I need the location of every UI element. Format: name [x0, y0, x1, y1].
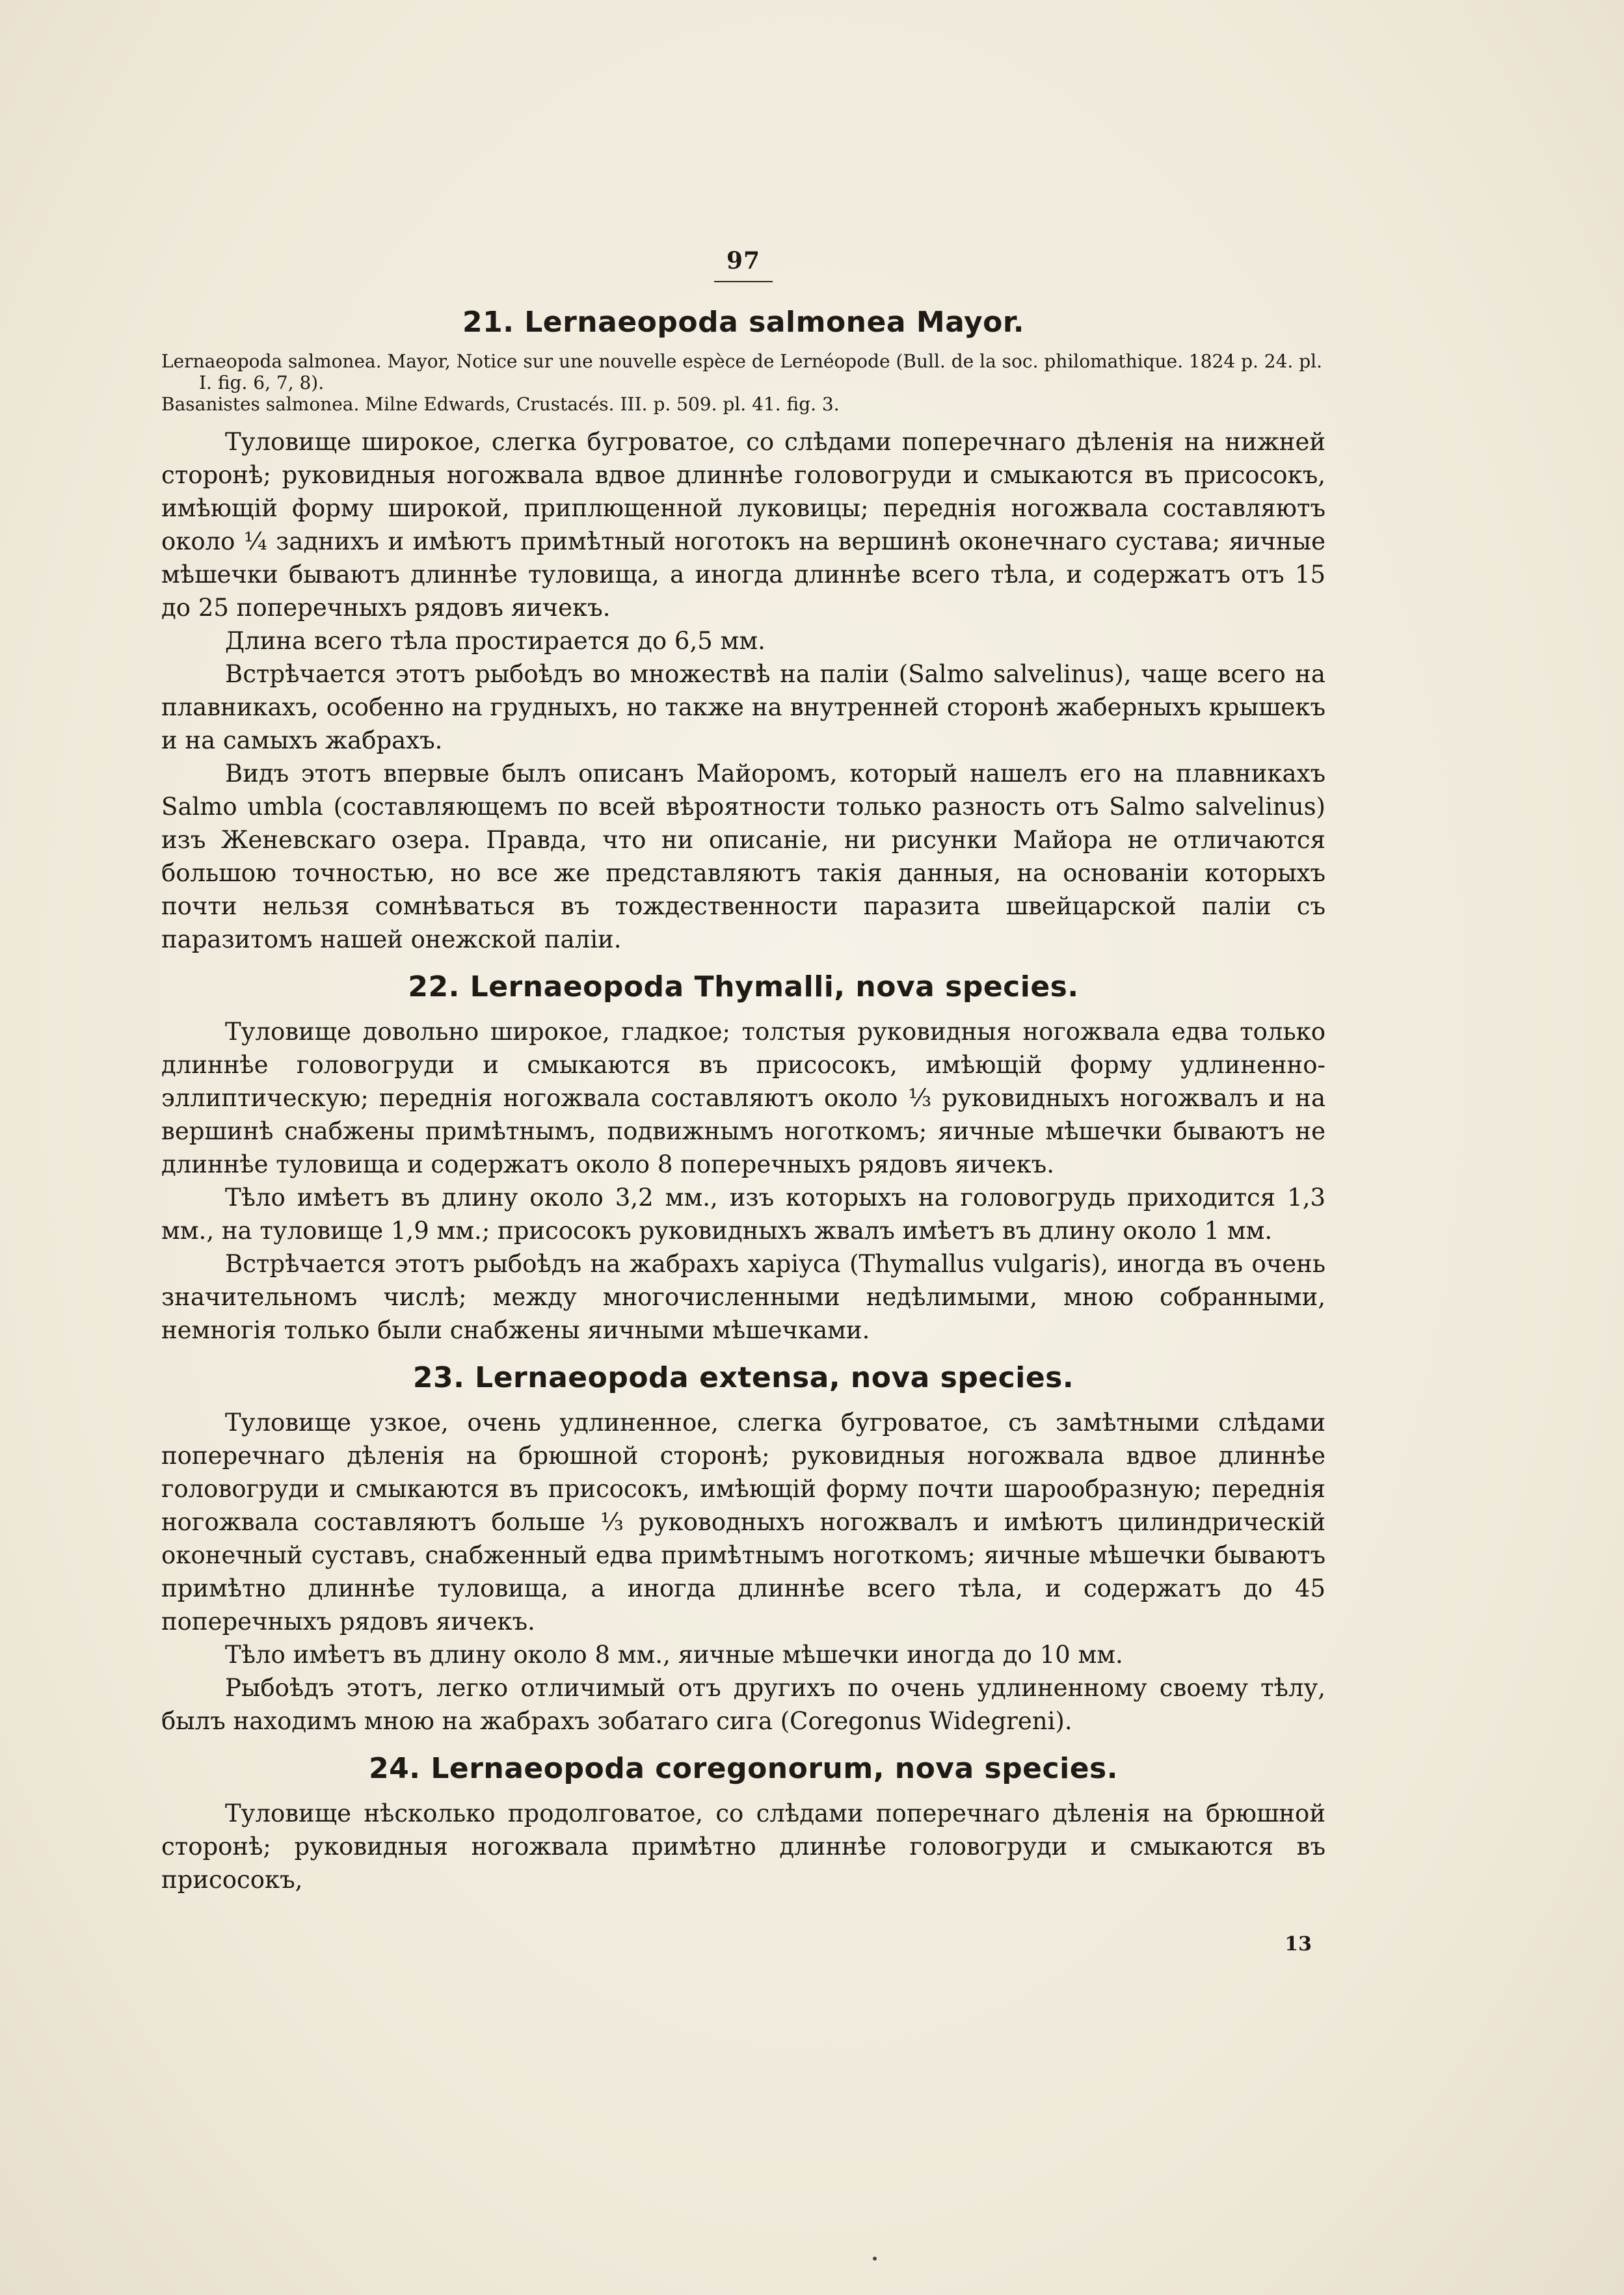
paragraph: Тѣло имѣетъ въ длину около 8 мм., яичные мѣшечки иногда до 10 мм. [225, 1641, 1123, 1669]
paragraph: Тѣло имѣетъ въ длину около 3,2 мм., изъ которыхъ на головогрудь приходится 1,3 мм., на туловище 1,9 мм.; присосокъ руковидныхъ жвалъ имѣетъ въ длину около 1 мм. [161, 1184, 1325, 1245]
section-24 [161, 1752, 1325, 1896]
section-22 [161, 970, 1325, 1347]
paragraph: Туловище довольно широкое, гладкое; толстыя руковидныя ногожвала едва только длиннѣе головогруди и смыкаются въ присосокъ, имѣющій форму удлиненно-эллиптическую; переднія ногожвала составляютъ около ⅓ руковидныхъ ногожвалъ и на вершинѣ снабжены примѣтнымъ, подвижнымъ ноготкомъ; яичные мѣшечки бываютъ не длиннѣе туловища и содержатъ около 8 поперечныхъ рядовъ яичекъ. [161, 1018, 1325, 1178]
section-21 [161, 306, 1325, 956]
section-heading: 22. Lernaeopoda Thymalli, nova species. [408, 970, 1079, 1003]
paragraph: Видъ этотъ впервые былъ описанъ Майоромъ, который нашелъ его на плавникахъ Salmo umbla (составляющемъ по всей вѣроятности только разность отъ Salmo salvelinus) изъ Женевскаго озера. Правда, что ни описаніе, ни рисунки Майора не отличаются большою точностью, но все же представляютъ такія данныя, на основаніи которыхъ почти нельзя сомнѣваться въ тождественности паразита швейцарской паліи съ паразитомъ нашей онежской паліи. [161, 760, 1325, 953]
page-number: 97 [726, 247, 761, 274]
signature-mark: 13 [1285, 1933, 1312, 1956]
paragraph: Длина всего тѣла простирается до 6,5 мм. [225, 627, 765, 655]
paper-speck [873, 2257, 877, 2261]
section-heading: 23. Lernaeopoda extensa, nova species. [412, 1361, 1074, 1394]
paragraph: Туловище узкое, очень удлиненное, слегка бугроватое, съ замѣтными слѣдами поперечнаго дѣленія на брюшной сторонѣ; руковидныя ногожвала вдвое длиннѣе головогруди и смыкаются въ присосокъ, имѣющій форму почти шарообразную; переднія ногожвала составляютъ больше ⅓ руководныхъ ногожвалъ и имѣютъ цилиндрическій оконечный суставъ, снабженный едва примѣтнымъ ноготкомъ; яичные мѣшечки бываютъ примѣтно длиннѣе туловища, а иногда длиннѣе всего тѣла, и содержатъ до 45 поперечныхъ рядовъ яичекъ. [161, 1409, 1325, 1636]
page-content [161, 247, 1325, 1911]
paragraph: Встрѣчается этотъ рыбоѣдъ на жабрахъ харіуса (Thymallus vulgaris), иногда въ очень значительномъ числѣ; между многочисленными недѣлимыми, мною собранными, немногія только были снабжены яичными мѣшечками. [161, 1250, 1325, 1344]
paragraph: Рыбоѣдъ этотъ, легко отличимый отъ другихъ по очень удлиненному своему тѣлу, былъ находимъ мною на жабрахъ зобатаго сига (Coregonus Widegreni). [161, 1674, 1325, 1735]
paragraph: Туловище нѣсколько продолговатое, со слѣдами поперечнаго дѣленія на брюшной сторонѣ; руковидныя ногожвала примѣтно длиннѣе головогруди и смыкаются въ присосокъ, [161, 1799, 1325, 1894]
references [161, 351, 1325, 415]
page-number-rule [714, 281, 773, 282]
section-heading: 21. Lernaeopoda salmonea Mayor. [462, 306, 1025, 339]
paragraph: Туловище широкое, слегка бугроватое, со слѣдами поперечнаго дѣленія на нижней сторонѣ; руковидныя ногожвала вдвое длиннѣе головогруди и смыкаются въ присосокъ, имѣющій форму широкой, приплющенной луковицы; переднія ногожвала составляютъ около ¼ заднихъ и имѣютъ примѣтный ноготокъ на вершинѣ оконечнаго сустава; яичные мѣшечки бываютъ длиннѣе туловища, а иногда длиннѣе всего тѣла, и содержатъ отъ 15 до 25 поперечныхъ рядовъ яичекъ. [161, 428, 1325, 622]
reference: Basanistes salmonea. Milne Edwards, Crustacés. III. p. 509. pl. 41. fig. 3. [161, 393, 840, 415]
section-heading: 24. Lernaeopoda coregonorum, nova species. [369, 1752, 1118, 1785]
section-23 [161, 1361, 1325, 1738]
paragraph: Встрѣчается этотъ рыбоѣдъ во множествѣ на паліи (Salmo salvelinus), чаще всего на плавникахъ, особенно на грудныхъ, но также на внутренней сторонѣ жаберныхъ крышекъ и на самыхъ жабрахъ. [161, 660, 1325, 754]
reference: Lernaeopoda salmonea. Mayor, Notice sur une nouvelle espèce de Lernéopode (Bull. de la soc. philomathique. 1824 p. 24. pl. I. fig. 6, 7, 8). [161, 351, 1322, 393]
